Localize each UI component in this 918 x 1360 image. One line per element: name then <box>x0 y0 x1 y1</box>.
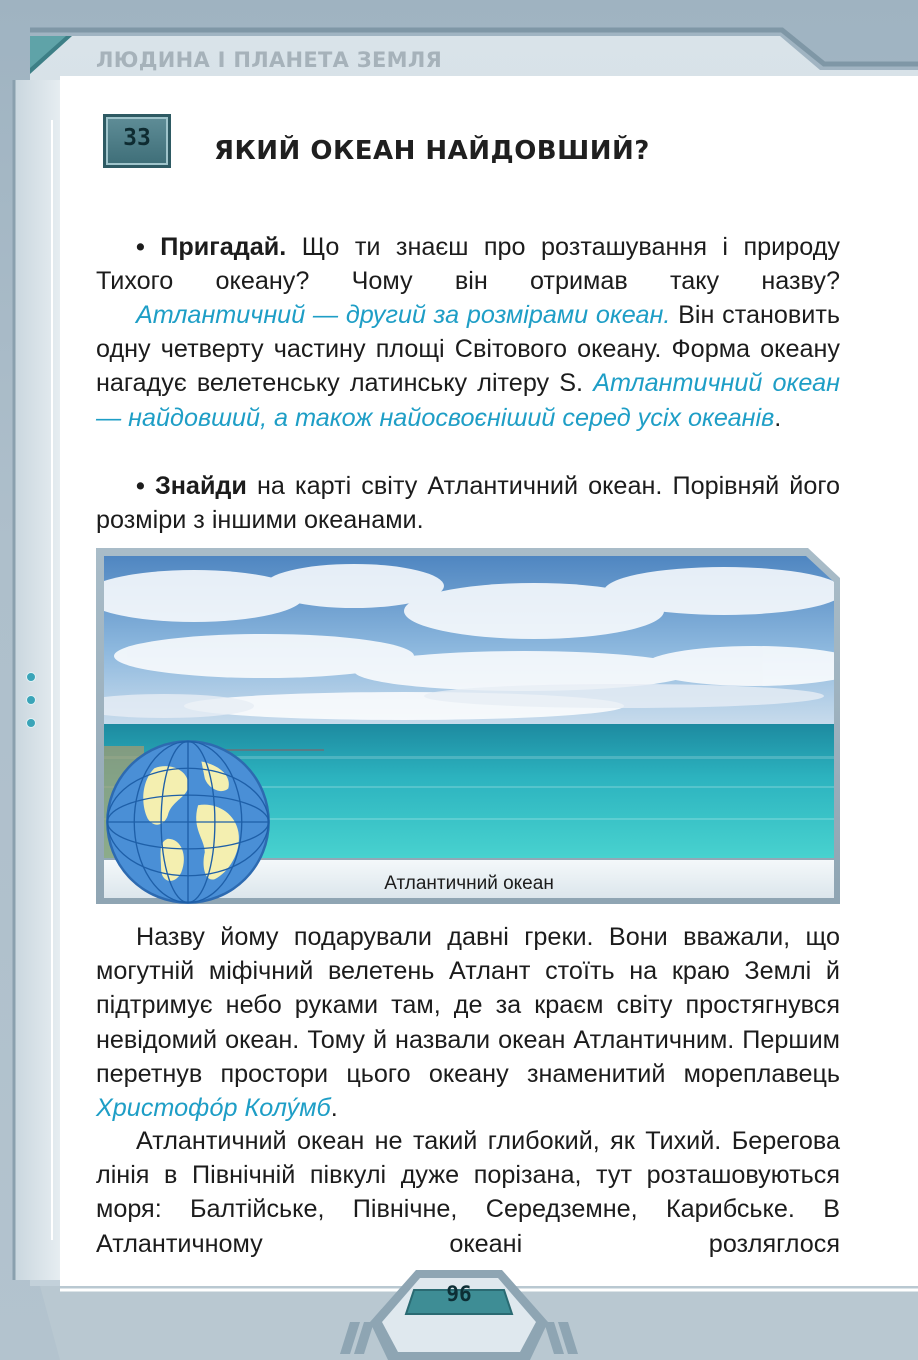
recall-label: Пригадай. <box>160 233 287 261</box>
lesson-number: 33 <box>123 125 151 151</box>
page-number: 96 <box>446 1282 472 1306</box>
origin-end: . <box>330 1094 338 1123</box>
highlight-longest: Атлантичний океан — найдовший, а також найосвоєніший серед усіх океанів <box>96 369 841 432</box>
bullet: • <box>136 233 161 261</box>
paragraph-depth <box>96 1124 840 1261</box>
intro-text: Він становить одну четверту частину площі Світового океану. Форма океану нагадує велетенську латинську літеру S. <box>96 301 841 398</box>
paragraph-find <box>96 469 840 537</box>
highlight-columbus: Христофо́р Колу́мб <box>96 1094 331 1123</box>
page-number-plate <box>330 1262 588 1360</box>
intro-end: . <box>774 403 782 432</box>
bullet: • <box>136 472 155 500</box>
lesson-number-badge <box>103 114 171 168</box>
find-text: на карті світу Атлантичний океан. Порівняй його розміри з іншими океанами. <box>96 472 841 535</box>
figure-caption: Атлантичний океан <box>384 873 554 894</box>
side-dots <box>26 672 36 741</box>
find-label: Знайди <box>154 472 247 500</box>
paragraph-name-origin <box>96 920 840 1125</box>
paragraph-atlantic-intro <box>96 298 840 435</box>
running-head: ЛЮДИНА І ПЛАНЕТА ЗЕМЛЯ <box>96 48 443 72</box>
lesson-title: ЯКИЙ ОКЕАН НАЙДОВШИЙ? <box>214 136 650 166</box>
paragraph-recall <box>96 230 840 298</box>
globe-icon <box>104 738 272 906</box>
side-dot <box>26 695 36 705</box>
highlight-definition: Атлантичний — другий за розмірами океан. <box>136 301 671 329</box>
recall-text: Що ти знаєш про розташування і природу Тихого океану? Чому він отримав таку назву? <box>96 233 840 296</box>
depth-text: Атлантичний океан не такий глибокий, як Тихий. Берегова лінія в Північній півкулі дуже порізана, тут розташовуються моря: Балтійське, Північне, Середземне, Карибське. В Атлантичному океані розляглося <box>96 1127 840 1258</box>
origin-text: Назву йому подарували давні греки. Вони вважали, що могутній міфічний велетень Атлант стоїть на краю Землі й підтримує небо руками там, де за краєм світу простягнувся невідомий океан. Тому й назвали океан Атлантичним. Першим перетнув простори цього океану знаменитий мореплавець <box>96 923 840 1088</box>
side-dot <box>26 718 36 728</box>
side-dot <box>26 672 36 682</box>
